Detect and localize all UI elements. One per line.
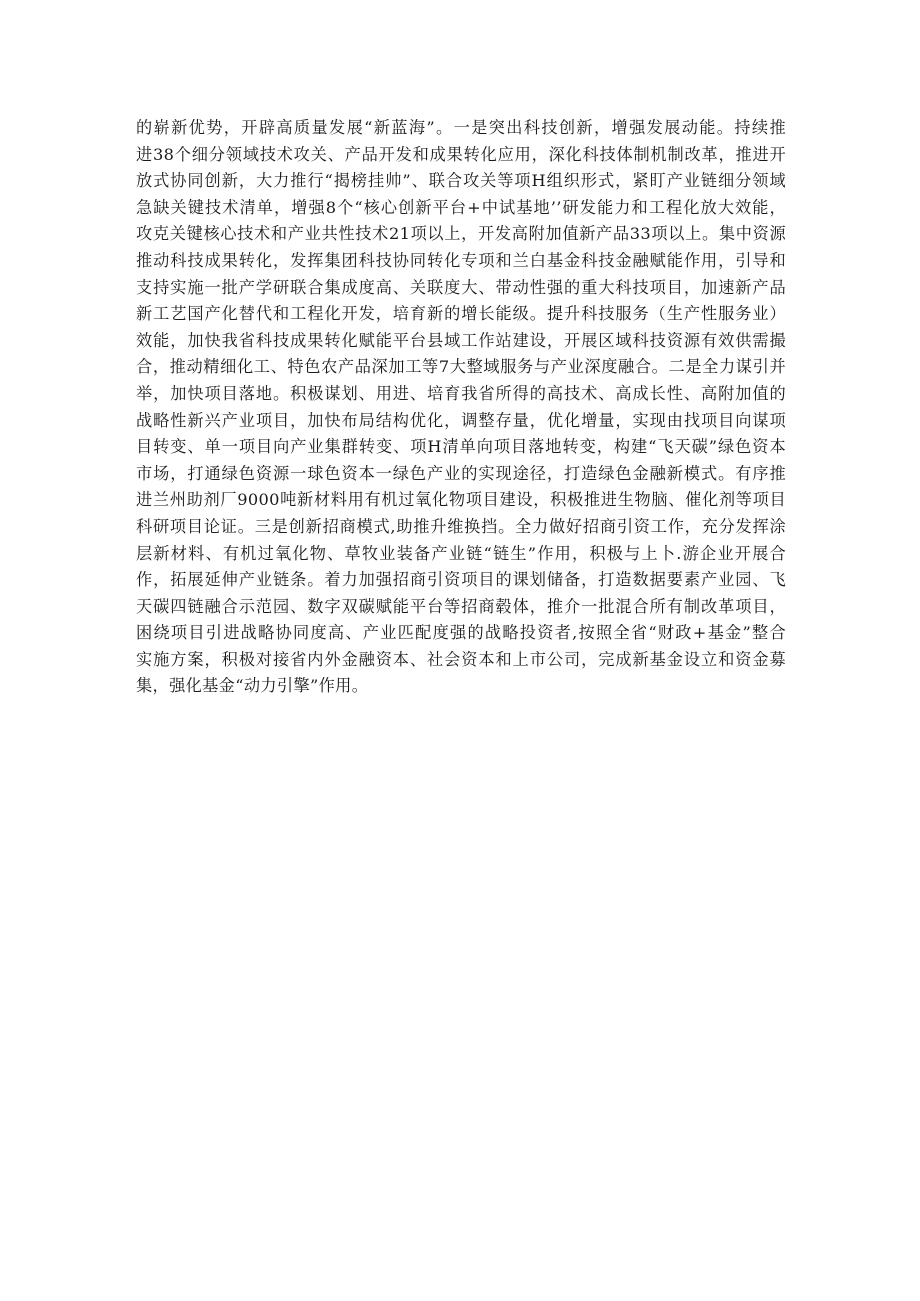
text-line: 放式协同创新，大力推行“揭榜挂帅”、联合攻关等项H组织形式，紧盯产业链细分领域	[136, 171, 786, 191]
text-line: 攻克关键核心技术和产业共性技术21项以上，开发高附加值新产品33项以上。集中资源	[136, 224, 786, 244]
text-line: 科研项目论证。三是创新招商模式,助推升维换挡。全力做好招商引资工作，充分发挥涂	[136, 516, 786, 536]
text-line: 进兰州助剂厂9000吨新材料用有机过氧化物项目建设，积极推进生物脑、催化剂等项目	[136, 490, 786, 510]
text-line: 困绕项目引进战略协同度高、产业匹配度强的战略投资者,按照全省“财政+基金”整合	[136, 623, 786, 643]
text-line: 合，推动精细化工、特色农产品深加工等7大整域服务与产业深度融合。二是全力谋引并	[136, 357, 786, 377]
text-line-last: 集，强化基金“动力引擎”作用。	[136, 676, 369, 696]
text-line: 效能，加快我省科技成果转化赋能平台县域工作站建设，开展区域科技资源有效供需撮	[136, 330, 786, 350]
text-line: 市场，打通绿色资源一球色资本一绿色产业的实现途径，打造绿色金融新模式。有序推	[136, 463, 786, 483]
text-line: 作，拓展延伸产业链条。着力加强招商引资项目的课划储备，打造数据要素产业园、飞	[136, 570, 786, 590]
text-line: 层新材料、有机过氧化物、草牧业装备产业链“链生”作用，积极与上卜.游企业开展合	[136, 543, 786, 563]
text-line: 天碳四链融合示范园、数字双碳赋能平台等招商毂体，推介一批混合所有制改革项目，	[136, 596, 786, 616]
body-paragraph	[136, 115, 786, 700]
text-line: 举，加快项目落地。积极谋划、用进、培育我省所得的高技术、高成长性、高附加值的	[136, 383, 786, 403]
text-line: 推动科技成果转化，发挥集团科技协同转化专项和兰白基金科技金融赋能作用，引导和	[136, 250, 786, 270]
text-line: 实施方案，积极对接省内外金融资本、社会资本和上市公司，完成新基金设立和资金募	[136, 649, 786, 669]
text-line: 的崭新优势，开辟高质量发展“新蓝海”。一是突出科技创新，增强发展动能。持续推	[136, 118, 786, 137]
text-line: 进38个细分领域技术攻关、产品开发和成果转化应用，深化科技体制机制改革，推进开	[136, 144, 786, 164]
text-line: 目转变、单一项目向产业集群转变、项H清单向项目落地转变，构建“飞天碳”绿色资本	[136, 437, 786, 457]
text-line: 新工艺国产化替代和工程化开发，培育新的增长能级。提升科技服务（生产性服务业）	[136, 304, 786, 324]
text-line: 战略性新兴产业项目，加快布局结构优化，调整存量，优化增量，实现由找项目向谋项	[136, 410, 786, 430]
text-line: 支持实施一批产学研联合集成度高、关联度大、带动性强的重大科技项目，加速新产品	[136, 277, 786, 297]
text-line: 急缺关键技术清单，增强8个“核心创新平台+中试基地’’研发能力和工程化放大效能，	[136, 197, 786, 217]
